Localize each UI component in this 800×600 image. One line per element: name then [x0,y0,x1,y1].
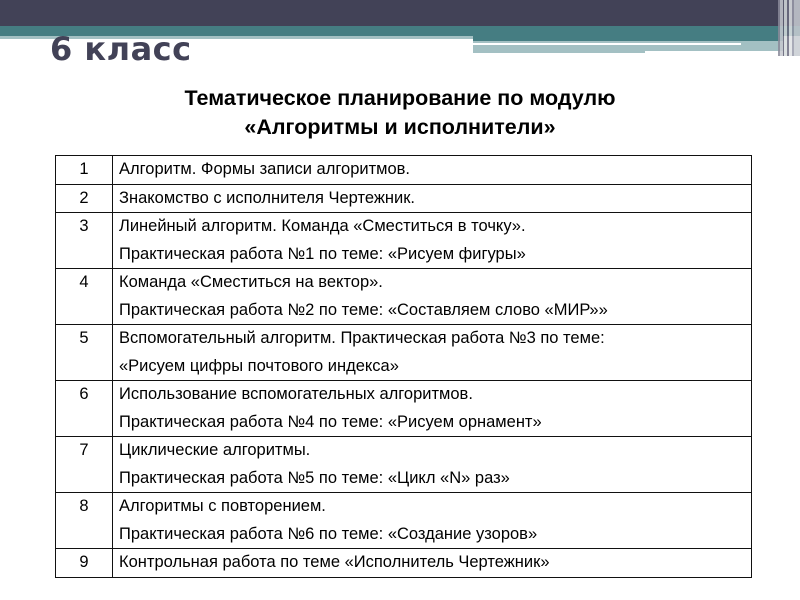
topic-line: Команда «Сместиться на вектор». [119,273,383,291]
banner-white-cut [645,51,785,54]
thematic-plan-table [55,155,752,578]
row-topic [113,381,752,437]
table-row [56,493,752,549]
topic-line: «Рисуем цифры почтового индекса» [119,356,399,375]
table-row [56,184,752,213]
row-topic [113,493,752,549]
row-number: 1 [56,156,113,185]
row-number: 4 [56,269,113,325]
row-topic [113,184,752,213]
banner-white-line [473,43,741,45]
row-topic [113,437,752,493]
row-number: 7 [56,437,113,493]
topic-line: Практическая работа №2 по теме: «Составляем слово «МИР»» [119,300,608,319]
topic-line: Практическая работа №5 по теме: «Цикл «N» раз» [119,468,510,487]
topic-line: Использование вспомогательных алгоритмов. [119,385,473,403]
topic-line: Алгоритмы с повторением. [119,497,326,515]
row-number: 3 [56,213,113,269]
row-number: 9 [56,549,113,578]
row-number: 2 [56,184,113,213]
slide-title: 6 класс [50,30,192,68]
banner-dark-bar [0,0,800,26]
banner-vertical-stripes [778,0,800,56]
topic-line: Контрольная работа по теме «Исполнитель Чертежник» [119,553,550,571]
subtitle-line-1: Тематическое планирование по модулю [184,86,616,110]
slide-subtitle [0,84,800,142]
topic-line: Практическая работа №6 по теме: «Создание узоров» [119,524,538,543]
row-number: 8 [56,493,113,549]
row-topic [113,156,752,185]
table-row [56,213,752,269]
row-topic [113,213,752,269]
row-topic [113,549,752,578]
topic-line: Циклические алгоритмы. [119,441,311,459]
subtitle-line-2: «Алгоритмы и исполнители» [244,115,556,139]
table-row [56,269,752,325]
table-row [56,437,752,493]
table-row [56,156,752,185]
row-number: 5 [56,325,113,381]
topic-line: Практическая работа №1 по теме: «Рисуем фигуры» [119,244,526,263]
table-row [56,549,752,578]
topic-line: Алгоритм. Формы записи алгоритмов. [119,160,411,178]
table-row [56,325,752,381]
topic-line: Линейный алгоритм. Команда «Сместиться в точку». [119,217,526,235]
table-row [56,381,752,437]
topic-line: Вспомогательный алгоритм. Практическая работа №3 по теме: [119,329,605,347]
topic-line: Знакомство с исполнителя Чертежник. [119,188,416,207]
row-number: 6 [56,381,113,437]
topic-line: Практическая работа №4 по теме: «Рисуем орнамент» [119,412,542,431]
row-topic [113,269,752,325]
row-topic [113,325,752,381]
